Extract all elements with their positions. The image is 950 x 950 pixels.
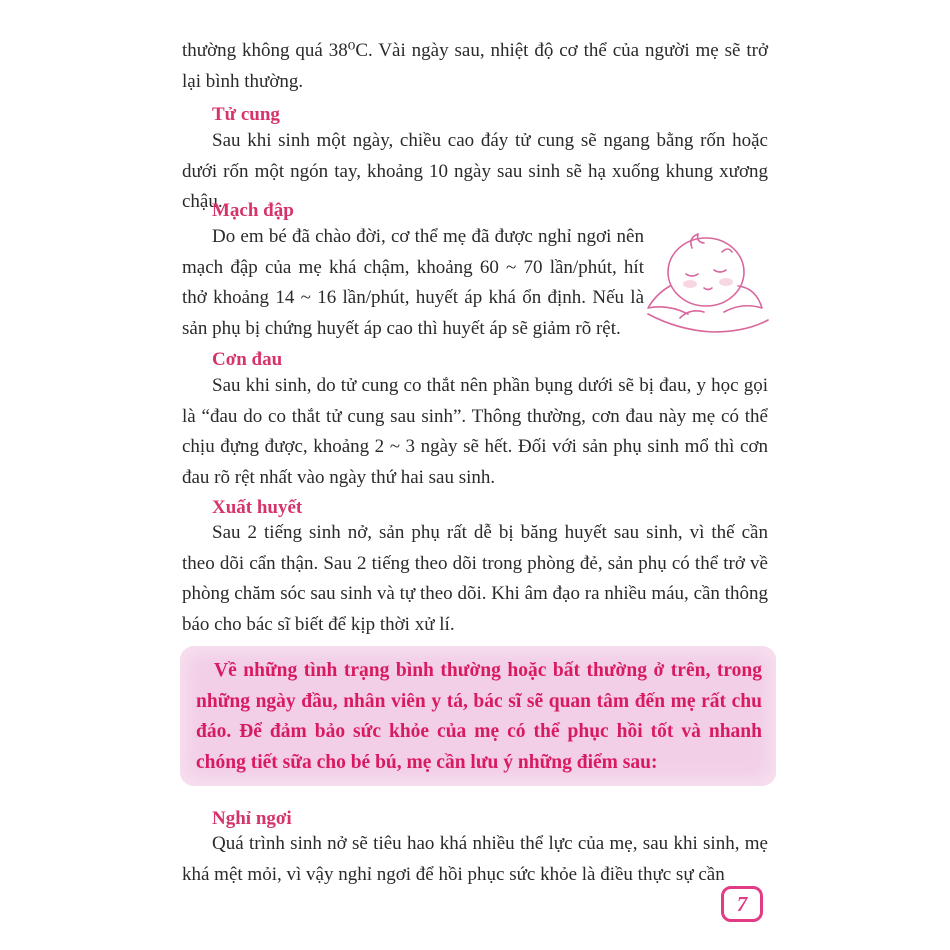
paragraph-mach-dap: Do em bé đã chào đời, cơ thể mẹ đã được nghỉ ngơi nên mạch đập của mẹ khá chậm, khoảng 60 ~ 70 lần/phút, hít thở khoảng 14 ~ 16 lần/phút, huyết áp khá ổn định. Nếu là sản phụ bị chứng huyết áp cao thì huyết áp sẽ giảm rõ rệt. xyxy=(182,226,644,339)
heading-xuat-huyet: Xuất huyết xyxy=(212,497,303,518)
heading-nghi-ngoi: Nghỉ ngơi xyxy=(212,808,292,829)
highlight-note-text: Về những tình trạng bình thường hoặc bất thường ở trên, trong những ngày đầu, nhân viên y tá, bác sĩ sẽ quan tâm đến mẹ rất chu đáo. Để đảm bảo sức khỏe của mẹ có thể phục hồi tốt và nhanh chóng tiết sữa cho bé bú, mẹ cần lưu ý những điểm sau: xyxy=(196,660,762,773)
heading-con-dau: Cơn đau xyxy=(212,349,283,370)
heading-mach-dap: Mạch đập xyxy=(212,200,294,221)
sleeping-baby-illustration xyxy=(640,222,770,340)
paragraph-tu-cung: Sau khi sinh một ngày, chiều cao đáy tử cung sẽ ngang bằng rốn hoặc dưới rốn một ngón tay, khoảng 10 ngày sau sinh sẽ hạ xuống khung xương chậu. xyxy=(182,130,768,212)
paragraph-nghi-ngoi: Quá trình sinh nở sẽ tiêu hao khá nhiều thể lực của mẹ, sau khi sinh, mẹ khá mệt mỏi, vì vậy nghỉ ngơi để hồi phục sức khỏe là điều thực sự cần xyxy=(182,833,768,885)
paragraph-xuat-huyet: Sau 2 tiếng sinh nở, sản phụ rất dễ bị băng huyết sau sinh, vì thế cần theo dõi cẩn thận. Sau 2 tiếng theo dõi trong phòng đẻ, sản phụ có thể trở về phòng chăm sóc sau sinh và tự theo dõi. Khi âm đạo ra nhiều máu, cần thông báo cho bác sĩ biết để kịp thời xử lí. xyxy=(182,522,768,635)
page-number-badge: 7 xyxy=(721,886,763,922)
paragraph-con-dau: Sau khi sinh, do tử cung co thắt nên phần bụng dưới sẽ bị đau, y học gọi là “đau do co thắt tử cung sau sinh”. Thông thường, cơn đau này mẹ có thể chịu đựng được, khoảng 2 ~ 3 ngày sẽ hết. Đối với sản phụ sinh mổ thì cơn đau rõ rệt nhất vào ngày thứ hai sau sinh. xyxy=(182,375,768,488)
paragraph-fever: thường không quá 38⁰C. Vài ngày sau, nhiệt độ cơ thể của người mẹ sẽ trở lại bình thường. xyxy=(182,40,768,92)
heading-tu-cung: Tử cung xyxy=(212,104,280,125)
